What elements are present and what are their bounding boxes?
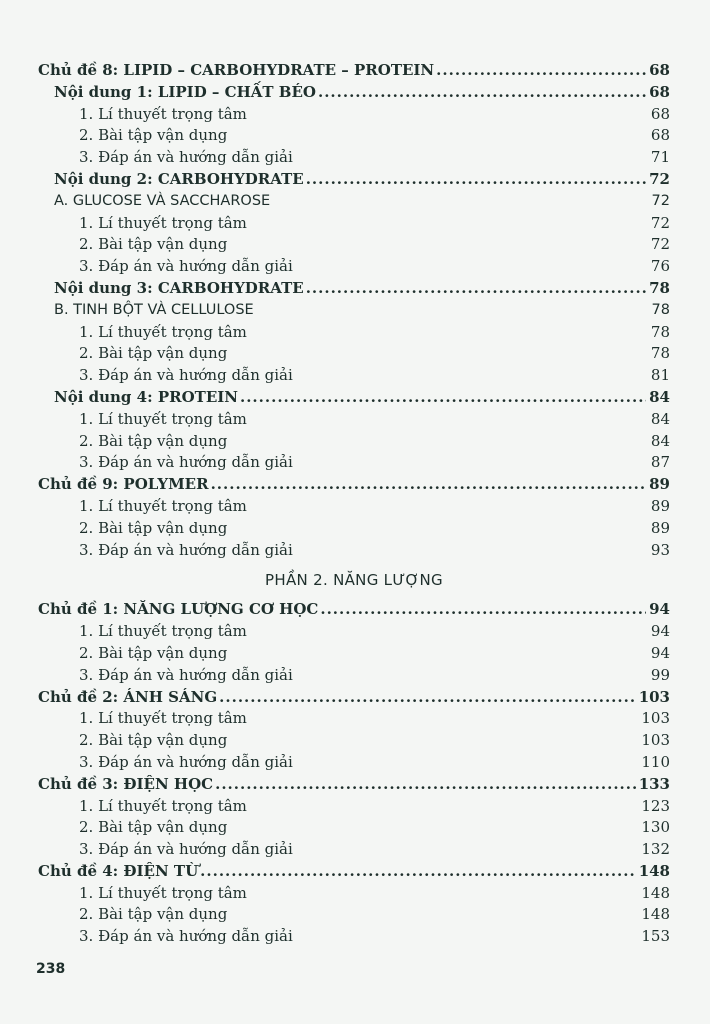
toc-subsection-row[interactable] (38, 431, 670, 453)
toc-subsection-row[interactable] (38, 708, 670, 730)
toc-page-number: 148 (641, 883, 670, 902)
toc-entry-title: B. TINH BỘT VÀ CELLULOSE (54, 301, 254, 318)
toc-entry-title: 1. Lí thuyết trọng tâm (79, 213, 247, 232)
toc-subsection-row[interactable] (38, 496, 670, 518)
toc-page-number: 89 (650, 518, 670, 537)
toc-page-number: 133 (638, 774, 670, 793)
toc-page-number: 103 (638, 687, 670, 706)
toc-subsection-row[interactable] (38, 926, 670, 948)
toc-subsection-row[interactable] (38, 234, 670, 256)
toc-page-number: 148 (641, 905, 670, 924)
toc-subsection-row[interactable] (38, 125, 670, 147)
toc-subsection-row[interactable] (38, 452, 670, 474)
toc-subsection-row[interactable] (38, 322, 670, 344)
toc-entry-title: Nội dung 1: LIPID – CHẤT BÉO (54, 82, 316, 101)
toc-subsection-row[interactable] (38, 518, 670, 540)
toc-entry-title: Chủ đề 8: LIPID – CARBOHYDRATE – PROTEIN (38, 61, 435, 79)
toc-subsection-row[interactable] (38, 213, 670, 235)
toc-page-number: 76 (650, 257, 670, 276)
toc-page-number: 84 (650, 431, 670, 450)
toc-entry-title: 2. Bài tập vận dụng (79, 126, 228, 145)
toc-subsection-row[interactable] (38, 540, 670, 562)
toc-entry-title: 2. Bài tập vận dụng (79, 643, 228, 662)
toc-subsection-row[interactable] (38, 365, 670, 387)
toc-page-number: 103 (641, 709, 670, 728)
toc-section-row[interactable] (38, 300, 670, 322)
dot-leader (436, 60, 646, 82)
toc-page-number: 72 (650, 213, 670, 232)
toc-subsection-row[interactable] (38, 730, 670, 752)
toc-page-number: 68 (649, 61, 670, 79)
toc-entry-title: Nội dung 3: CARBOHYDRATE (54, 278, 304, 297)
toc-topic-row[interactable] (38, 687, 670, 709)
toc-entry-title: 3. Đáp án và hướng dẫn giải (79, 665, 293, 684)
toc-page-number: 93 (650, 540, 670, 559)
toc-page-number: 110 (641, 752, 670, 771)
toc-entry-title: 2. Bài tập vận dụng (79, 518, 228, 537)
toc-entry-title: 3. Đáp án và hướng dẫn giải (79, 453, 293, 472)
toc-section-row[interactable] (38, 169, 670, 191)
dot-leader (200, 861, 637, 883)
toc-page-number: 123 (641, 796, 670, 815)
toc-section-row[interactable] (38, 387, 670, 409)
toc-entry-title: 1. Lí thuyết trọng tâm (79, 796, 247, 815)
toc-entry-title: 3. Đáp án và hướng dẫn giải (79, 840, 293, 859)
toc-subsection-row[interactable] (38, 147, 670, 169)
toc-entry-title: 1. Lí thuyết trọng tâm (79, 322, 247, 341)
toc-subsection-row[interactable] (38, 752, 670, 774)
toc-page-number: 71 (650, 148, 670, 167)
toc-entry-title: 3. Đáp án và hướng dẫn giải (79, 927, 293, 946)
toc-subsection-row[interactable] (38, 665, 670, 687)
toc-page-number: 72 (650, 235, 670, 254)
toc-topic-row[interactable] (38, 774, 670, 796)
toc-page-number: 68 (649, 82, 670, 101)
dot-leader (219, 687, 637, 709)
dot-leader (306, 278, 646, 300)
toc-page-number: 94 (650, 643, 670, 662)
toc-entry-title: 2. Bài tập vận dụng (79, 905, 228, 924)
toc-entry-title: 1. Lí thuyết trọng tâm (79, 409, 247, 428)
toc-entry-title: 1. Lí thuyết trọng tâm (79, 883, 247, 902)
toc-subsection-row[interactable] (38, 409, 670, 431)
toc-entry-title: Nội dung 2: CARBOHYDRATE (54, 169, 304, 188)
toc-topic-row[interactable] (38, 60, 670, 82)
toc-entry-title: 3. Đáp án và hướng dẫn giải (79, 540, 293, 559)
toc-entry-title: 3. Đáp án và hướng dẫn giải (79, 148, 293, 167)
dot-leader (306, 169, 646, 191)
toc-entry-title: 2. Bài tập vận dụng (79, 431, 228, 450)
toc-page-number: 78 (651, 301, 670, 318)
toc-topic-row[interactable] (38, 861, 670, 883)
toc-subsection-row[interactable] (38, 643, 670, 665)
toc-page-number: 130 (641, 818, 670, 837)
toc-page-number: 103 (641, 731, 670, 750)
toc-entry-title: 3. Đáp án và hướng dẫn giải (79, 366, 293, 385)
toc-page-number: 89 (650, 496, 670, 515)
toc-entry-title: 3. Đáp án và hướng dẫn giải (79, 752, 293, 771)
toc-page-number: 148 (638, 861, 670, 880)
toc-entry-title: Nội dung 4: PROTEIN (54, 387, 238, 406)
toc-page-number: 68 (650, 104, 670, 123)
toc-entry-title: Chủ đề 4: ĐIỆN TỪ (38, 861, 199, 880)
toc-page-number: 78 (650, 344, 670, 363)
toc-page-number: 78 (650, 322, 670, 341)
part-heading: PHẦN 2. NĂNG LƯỢNG (265, 571, 443, 590)
toc-page-number: 87 (650, 453, 670, 472)
toc-page-number: 94 (650, 622, 670, 641)
toc-page-number: 132 (641, 840, 670, 859)
toc-entry-title: A. GLUCOSE VÀ SACCHAROSE (54, 192, 271, 209)
toc-entry-title: 1. Lí thuyết trọng tâm (79, 496, 247, 515)
toc-page-number: 84 (649, 387, 670, 406)
toc-entry-title: 1. Lí thuyết trọng tâm (79, 622, 247, 641)
toc-entry-title: 1. Lí thuyết trọng tâm (79, 709, 247, 728)
toc-page-number: 72 (649, 169, 670, 188)
toc-entry-title: 2. Bài tập vận dụng (79, 731, 228, 750)
toc-entry-title: Chủ đề 3: ĐIỆN HỌC (38, 774, 214, 793)
toc-entry-title: 1. Lí thuyết trọng tâm (79, 104, 247, 123)
toc-entry-title: Chủ đề 2: ÁNH SÁNG (38, 687, 218, 706)
toc-page-number: 72 (651, 192, 670, 209)
toc-section-row[interactable] (38, 191, 670, 213)
toc-subsection-row[interactable] (38, 621, 670, 643)
toc-entry-title: 2. Bài tập vận dụng (79, 344, 228, 363)
toc-subsection-row[interactable] (38, 104, 670, 126)
toc-page-number: 68 (650, 126, 670, 145)
toc-page-number: 99 (650, 665, 670, 684)
toc-page-number: 89 (649, 475, 670, 494)
toc-topic-row[interactable] (38, 599, 670, 621)
dot-leader (318, 82, 646, 104)
toc-subsection-row[interactable] (38, 817, 670, 839)
toc-subsection-row[interactable] (38, 904, 670, 926)
dot-leader (320, 599, 646, 621)
toc-page-number: 78 (649, 278, 670, 297)
dot-leader (240, 387, 646, 409)
dot-leader (211, 474, 646, 496)
toc-entry-title: Chủ đề 9: POLYMER (38, 475, 209, 494)
dot-leader (215, 774, 637, 796)
toc-section-row[interactable] (38, 278, 670, 300)
toc-page-number: 153 (641, 927, 670, 946)
toc-entry-title: 2. Bài tập vận dụng (79, 235, 228, 254)
toc-subsection-row[interactable] (38, 883, 670, 905)
toc-section-row[interactable] (38, 82, 670, 104)
toc-entry-title: 3. Đáp án và hướng dẫn giải (79, 257, 293, 276)
toc-page-number: 94 (649, 600, 670, 619)
table-of-contents (38, 60, 670, 948)
page-number: 238 (36, 961, 66, 977)
toc-subsection-row[interactable] (38, 839, 670, 861)
toc-subsection-row[interactable] (38, 796, 670, 818)
toc-entry-title: 2. Bài tập vận dụng (79, 818, 228, 837)
toc-subsection-row[interactable] (38, 256, 670, 278)
toc-page-number: 81 (650, 366, 670, 385)
toc-topic-row[interactable] (38, 474, 670, 496)
toc-entry-title: Chủ đề 1: NĂNG LƯỢNG CƠ HỌC (38, 600, 319, 619)
toc-subsection-row[interactable] (38, 343, 670, 365)
toc-page-number: 84 (650, 409, 670, 428)
